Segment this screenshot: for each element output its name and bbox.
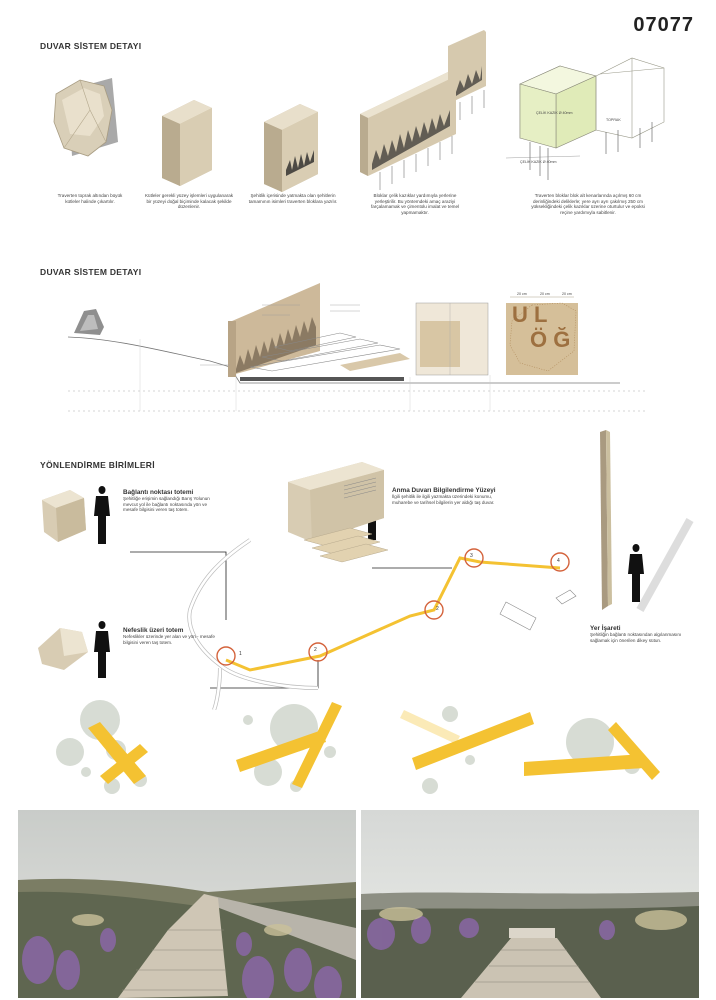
letter-g: Ğ <box>553 327 571 352</box>
unit-text: İlgili şehitlik ile ilgili yazmakta üzerindeki konumu, muharebe ve tarihsel bilgilerin yer aldığı taş duvar. <box>392 494 495 505</box>
unit-connection-totem <box>123 489 217 513</box>
dim-label-soil: TOPRAK <box>606 118 621 122</box>
engraved-letters-row1 <box>512 302 548 327</box>
section-title-wayfinding: YÖNLENDİRME BİRİMLERİ <box>40 460 155 470</box>
marker-2a: 2 <box>314 647 317 653</box>
wayfinding-plan <box>0 420 716 710</box>
letter-u: U <box>512 302 528 327</box>
unit-title: Yer İşareti <box>590 625 621 632</box>
letter-o: Ö <box>530 327 548 352</box>
wall-detail-illustrations <box>0 30 716 200</box>
render-photo-right <box>361 810 699 998</box>
marker-2b: 2 <box>436 606 439 612</box>
dim-label-c: 20 cm <box>562 292 572 296</box>
engraved-letters-row2 <box>530 327 571 352</box>
marker-4: 4 <box>557 558 560 564</box>
unit-memorial-wall <box>392 487 504 505</box>
unit-text: Şehitliğin bağlantı noktasından algılanmasını sağlamak için önerilen dikey sütun. <box>590 632 682 643</box>
planting-diagrams <box>0 690 716 805</box>
step-caption-4: Bloklar çelik kazıklar yardımıyla yerlerine yerleştirilir. Bu yöntemdeki amaç araziyi farçalamamak ve çimentolu imalat ve temel yapmamaktır. <box>370 193 460 215</box>
marker-1: 1 <box>239 651 242 657</box>
render-right-image <box>361 810 699 998</box>
step-caption-1: Traverten toprak altından büyük kütleler halinde çıkartılır. <box>57 193 123 204</box>
section-title-wall-detail: DUVAR SİSTEM DETAYI <box>40 41 142 51</box>
shaped-block <box>162 100 212 186</box>
step-caption-3: Şehitlik içerisinde yatmakta olan şehitlerin tamamının isimleri traverten bloklara yazılır. <box>248 193 338 204</box>
unit-landmark <box>590 625 690 643</box>
render-photo-left <box>18 810 356 998</box>
unit-title: Bağlantı noktası totemi <box>123 489 194 496</box>
section-title-wall-section: DUVAR SİSTEM DETAYI <box>40 267 142 277</box>
dim-label-stake-1: ÇELİK KAZIK Ø 40mm <box>536 111 573 115</box>
dim-label-stake-2: ÇELİK KAZIK Ø 40mm <box>520 160 557 164</box>
dim-label-a: 20 cm <box>517 292 527 296</box>
step-caption-2: Kütleler gerekli yüzey işlemleri uygulanarak bir yüzeyi doğal biçiminde kalacak şekilde düzenlenir. <box>144 193 234 210</box>
wall-section-drawing <box>0 275 716 420</box>
step-caption-5: Traverten bloklar blok alt kenarlarında açılmış 60 cm derinliğindeki deliklerle; yere ayrı ayrı çakılmış 250 cm yüksekliğindeki çelik kazıklar üzerine oturtulur ve epoksi reçine yardımıyla sabitlenir. <box>531 193 645 215</box>
raw-travertine-boulder <box>54 78 118 156</box>
unit-text: Şehitliğe erişimin sağlandığı Barış Yolunun mevcut yol ile bağlantı noktasında yön ve mesafe bilgisini veren taş totem. <box>123 496 210 513</box>
unit-title: Nefeslik üzeri totem <box>123 627 184 634</box>
marker-3: 3 <box>470 553 473 559</box>
dim-label-b: 20 cm <box>540 292 550 296</box>
unit-vent-totem <box>123 627 223 645</box>
render-left-image <box>18 810 356 998</box>
project-code: 07077 <box>633 14 694 36</box>
engraved-block <box>264 104 318 192</box>
unit-title: Anma Duvarı Bilgilendirme Yüzeyi <box>392 487 496 494</box>
unit-text: Nefeslikler üzerinde yer alan ve yön - mesafe bilgisini veren taş totem. <box>123 634 215 645</box>
letter-l: L <box>534 302 548 327</box>
wall-on-stakes <box>360 30 486 190</box>
